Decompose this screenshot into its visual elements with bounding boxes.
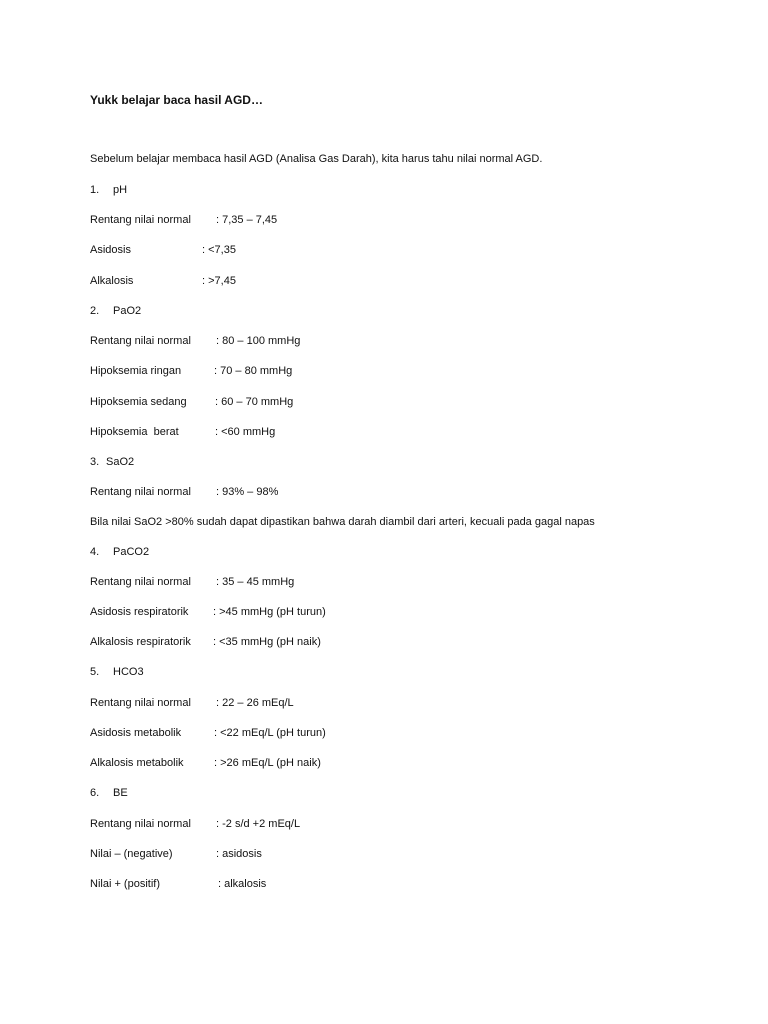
intro-paragraph: Sebelum belajar membaca hasil AGD (Analisa Gas Darah), kita harus tahu nilai normal AGD. bbox=[90, 153, 543, 165]
row-pao2-sedang bbox=[90, 395, 294, 409]
row-label: Asidosis bbox=[90, 244, 131, 256]
row-value: : 7,35 – 7,45 bbox=[216, 214, 278, 226]
row-label: Rentang nilai normal bbox=[90, 576, 191, 588]
section-name: BE bbox=[113, 787, 128, 799]
row-value: : <7,35 bbox=[202, 244, 236, 256]
section-name: HCO3 bbox=[113, 666, 144, 678]
row-value: : <35 mmHg (pH naik) bbox=[213, 636, 321, 648]
section-number: 4. bbox=[90, 546, 100, 558]
row-value: : 93% – 98% bbox=[216, 486, 279, 498]
row-paco2-alkalosis bbox=[90, 635, 321, 649]
section-name: pH bbox=[113, 184, 128, 196]
row-value: : -2 s/d +2 mEq/L bbox=[216, 818, 301, 830]
row-value: : 35 – 45 mmHg bbox=[216, 576, 295, 588]
row-hco3-alkalosis bbox=[90, 756, 321, 770]
section-name: PaCO2 bbox=[113, 546, 150, 558]
section-number: 6. bbox=[90, 787, 100, 799]
section-name: SaO2 bbox=[106, 456, 135, 468]
section-heading-hco3 bbox=[90, 665, 144, 679]
row-label: Nilai – (negative) bbox=[90, 848, 173, 860]
row-label: Rentang nilai normal bbox=[90, 335, 191, 347]
row-value: : >7,45 bbox=[202, 275, 236, 287]
section-heading-be bbox=[90, 786, 128, 800]
row-label: Asidosis metabolik bbox=[90, 727, 182, 739]
sao2-note: Bila nilai SaO2 >80% sudah dapat dipastikan bahwa darah diambil dari arteri, kecuali pada gagal napas bbox=[90, 516, 595, 528]
row-be-negative bbox=[90, 847, 262, 861]
row-pao2-normal bbox=[90, 334, 301, 348]
row-label: Rentang nilai normal bbox=[90, 486, 191, 498]
row-paco2-asidosis bbox=[90, 605, 326, 619]
row-ph-asidosis bbox=[90, 243, 236, 257]
section-number: 3. bbox=[90, 456, 100, 468]
row-label: Hipoksemia berat bbox=[90, 426, 179, 438]
section-heading-ph bbox=[90, 183, 127, 197]
row-be-positive bbox=[90, 877, 267, 891]
row-hco3-asidosis bbox=[90, 726, 326, 740]
row-label: Alkalosis bbox=[90, 275, 134, 287]
section-heading-pao2 bbox=[90, 304, 141, 318]
row-label: Nilai + (positif) bbox=[90, 878, 160, 890]
section-heading-sao2 bbox=[90, 455, 134, 469]
section-heading-paco2 bbox=[90, 545, 149, 559]
row-be-normal bbox=[90, 817, 301, 831]
row-value: : asidosis bbox=[216, 848, 262, 860]
section-number: 5. bbox=[90, 666, 100, 678]
row-pao2-ringan bbox=[90, 364, 293, 378]
row-label: Hipoksemia sedang bbox=[90, 396, 187, 408]
row-ph-alkalosis bbox=[90, 274, 236, 288]
row-label: Rentang nilai normal bbox=[90, 214, 191, 226]
section-name: PaO2 bbox=[113, 305, 142, 317]
row-pao2-berat bbox=[90, 425, 276, 439]
row-value: : <22 mEq/L (pH turun) bbox=[214, 727, 326, 739]
document-title: Yukk belajar baca hasil AGD… bbox=[90, 93, 263, 107]
row-label: Alkalosis metabolik bbox=[90, 757, 184, 769]
row-paco2-normal bbox=[90, 575, 295, 589]
row-ph-normal bbox=[90, 213, 278, 227]
row-value: : <60 mmHg bbox=[215, 426, 276, 438]
row-label: Rentang nilai normal bbox=[90, 818, 191, 830]
row-value: : 60 – 70 mmHg bbox=[215, 396, 294, 408]
section-number: 1. bbox=[90, 184, 100, 196]
row-value: : >26 mEq/L (pH naik) bbox=[214, 757, 321, 769]
row-label: Rentang nilai normal bbox=[90, 697, 191, 709]
row-label: Hipoksemia ringan bbox=[90, 365, 182, 377]
row-label: Alkalosis respiratorik bbox=[90, 636, 191, 648]
row-value: : 22 – 26 mEq/L bbox=[216, 697, 294, 709]
row-value: : 80 – 100 mmHg bbox=[216, 335, 301, 347]
row-value: : 70 – 80 mmHg bbox=[214, 365, 293, 377]
row-hco3-normal bbox=[90, 696, 294, 710]
row-sao2-normal bbox=[90, 485, 279, 499]
row-label: Asidosis respiratorik bbox=[90, 606, 189, 618]
section-number: 2. bbox=[90, 305, 100, 317]
row-value: : >45 mmHg (pH turun) bbox=[213, 606, 326, 618]
row-value: : alkalosis bbox=[218, 878, 267, 890]
